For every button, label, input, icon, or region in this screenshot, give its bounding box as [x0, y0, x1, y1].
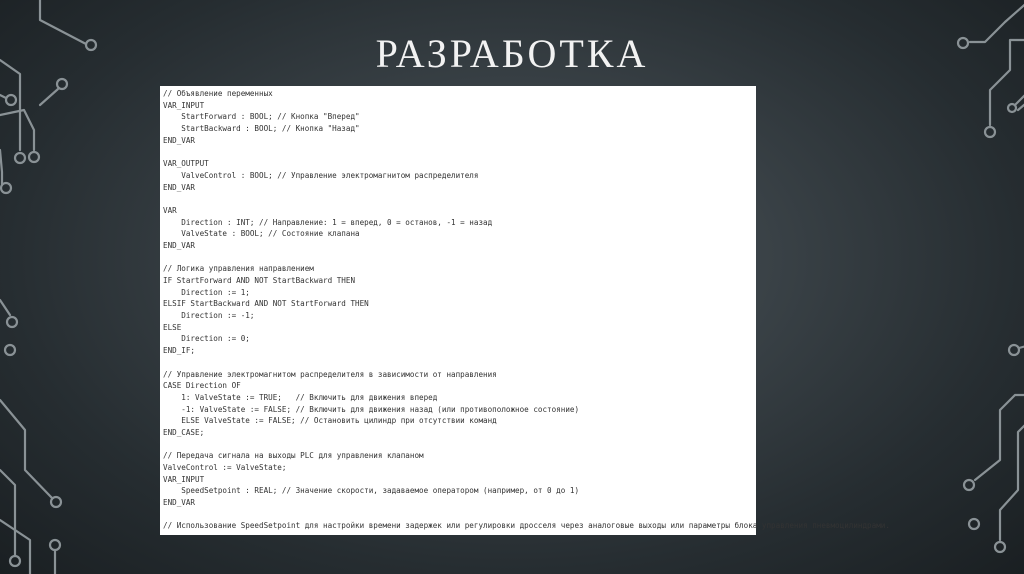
code-line: IF StartForward AND NOT StartBackward THEN — [163, 276, 356, 285]
code-line: ValveState : BOOL; // Состояние клапана — [163, 229, 360, 239]
code-line: // Передача сигнала на выходы PLC для управления клапаном — [163, 451, 424, 461]
code-line: // Логика управления направлением — [163, 264, 314, 274]
code-line: CASE Direction OF — [163, 381, 241, 391]
code-line: Direction := -1; — [163, 311, 255, 321]
code-line: Direction := 1; — [163, 287, 250, 297]
code-line: END_IF; — [163, 346, 196, 356]
code-line: 1: ValveState := TRUE; // Включить для движения вперед — [163, 392, 438, 402]
code-line: ValveControl := ValveState; — [163, 463, 287, 472]
code-line — [163, 146, 753, 158]
slide-title: РАЗРАБОТКА — [375, 31, 649, 76]
code-line: VAR_INPUT — [163, 100, 205, 110]
code-line: // Объявление переменных — [163, 89, 273, 98]
code-line — [163, 509, 753, 521]
code-line: ELSE ValveState := FALSE; // Остановить цилиндр при отсутствии команд — [163, 416, 497, 426]
code-line: VAR_OUTPUT — [163, 159, 209, 169]
code-block — [163, 88, 890, 532]
code-line: // Управление электромагнитом распределителя в зависимости от направления — [163, 369, 497, 379]
code-line: Direction : INT; // Направление: 1 = вперед, 0 = останов, -1 = назад — [163, 217, 493, 227]
code-line: Direction := 0; — [163, 334, 250, 344]
code-line: END_VAR — [163, 182, 196, 192]
code-line — [163, 193, 753, 205]
code-line: ELSIF StartBackward AND NOT StartForward THEN — [163, 299, 369, 309]
code-line: // Использование SpeedSetpoint для настройки времени задержек или регулировки дросселя через аналоговые выходы или параметры блока управления пневмоцилиндрами. — [163, 521, 890, 531]
code-line: VAR_INPUT — [163, 474, 205, 484]
code-line: END_VAR — [163, 498, 196, 508]
code-line — [163, 357, 753, 369]
code-line: ELSE — [163, 322, 182, 332]
code-line: END_VAR — [163, 135, 196, 145]
code-line: ValveControl : BOOL; // Управление электромагнитом распределителя — [163, 170, 479, 180]
code-line: END_CASE; — [163, 427, 205, 437]
code-line: StartForward : BOOL; // Кнопка "Вперед" — [163, 112, 360, 122]
code-line: StartBackward : BOOL; // Кнопка "Назад" — [163, 124, 360, 134]
code-line: VAR — [163, 205, 177, 215]
code-line — [163, 439, 753, 451]
code-line: END_VAR — [163, 240, 196, 250]
code-line — [163, 252, 753, 264]
code-panel — [160, 86, 890, 535]
code-line: -1: ValveState := FALSE; // Включить для движения назад (или противоположное состояние) — [163, 404, 580, 414]
code-line: SpeedSetpoint : REAL; // Значение скорости, задаваемое оператором (например, от 0 до 1) — [163, 486, 580, 496]
